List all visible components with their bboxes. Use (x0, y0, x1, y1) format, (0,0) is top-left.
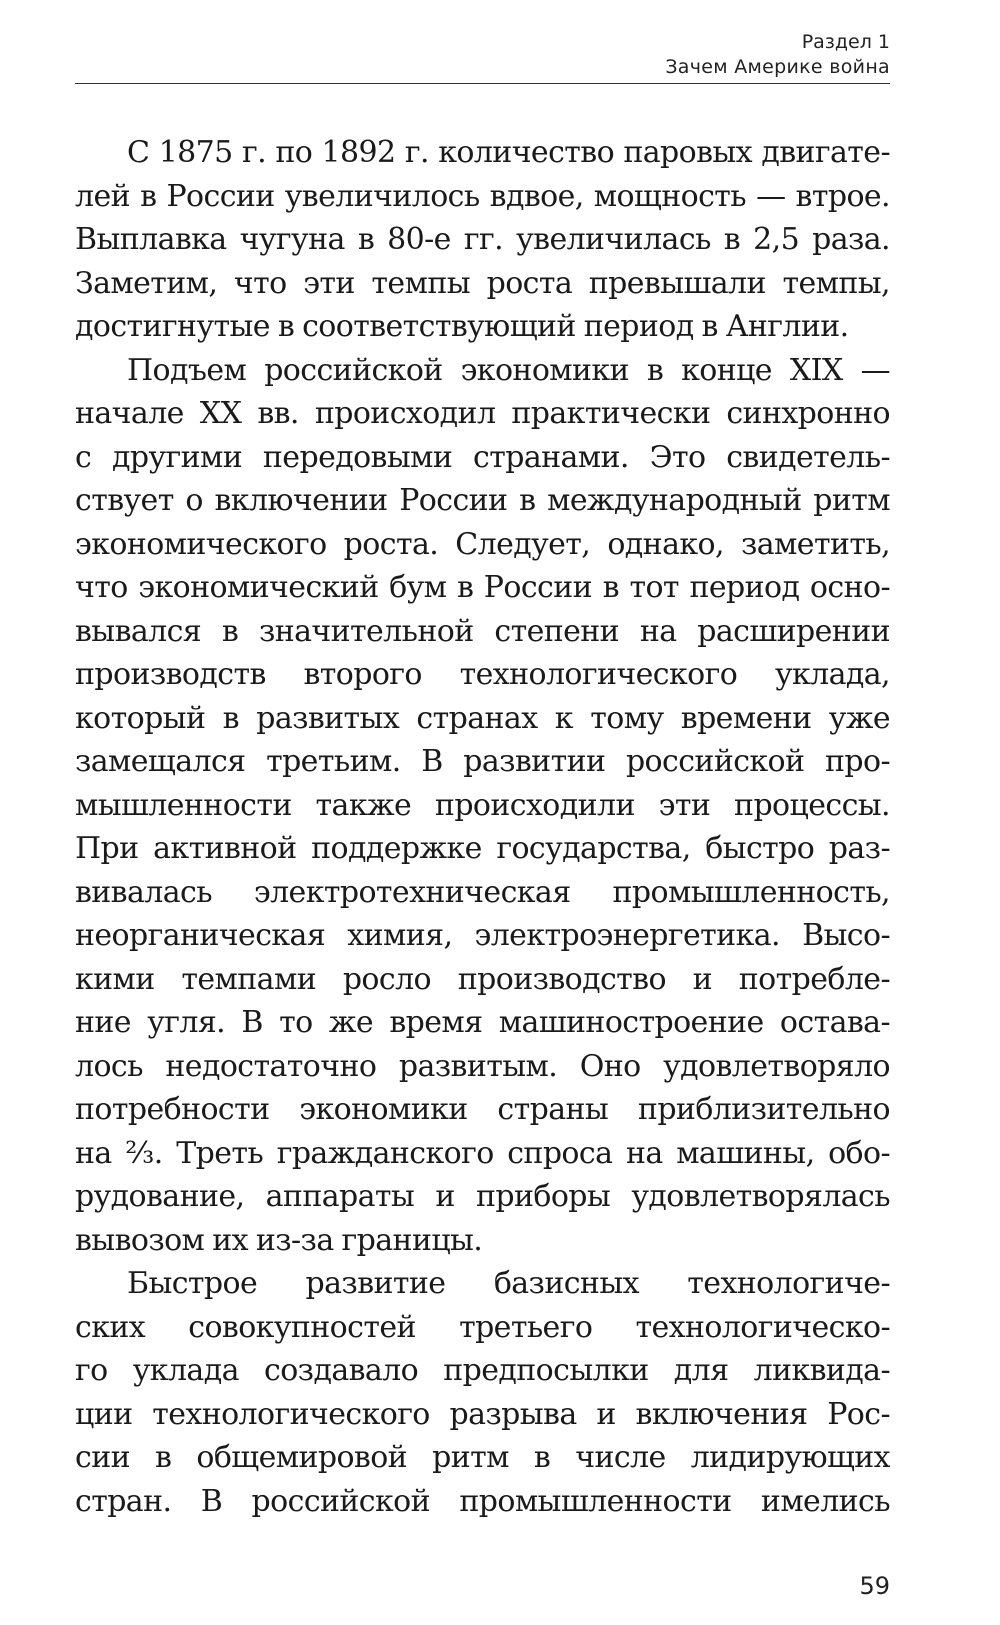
text-line: лей в России увеличилось вдвое, мощность — втрое. (75, 178, 890, 214)
chapter-title: Зачем Америке война (665, 56, 890, 78)
text-line: вивалась электротехническая промышленность, (75, 874, 890, 910)
text-line: лось недостаточно развитым. Оно удовлетворяло (75, 1048, 890, 1084)
text-line: ствует о включении России в международный ритм (75, 483, 890, 518)
text-line: сии в общемировой ритм в числе лидирующих (75, 1440, 890, 1475)
text-line: что экономический бум в России в тот период осно- (75, 570, 890, 605)
text-line: неорганическая химия, электроэнергетика. Высо- (75, 918, 890, 953)
running-head (665, 30, 890, 80)
text-line: кими темпами росло производство и потребле- (75, 961, 890, 997)
text-line: потребности экономики страны приблизительно (75, 1092, 890, 1127)
text-line: рудование, аппараты и приборы удовлетворялась (75, 1179, 890, 1214)
paragraph-3 (75, 1262, 890, 1523)
text-line: экономического роста. Следует, однако, заметить, (75, 526, 890, 562)
text-line: стран. В российской промышленности имелись (75, 1483, 890, 1519)
text-line: вывозом их из-за границы. (75, 1222, 483, 1258)
text-line: на ⅔. Треть гражданского спроса на машины, обо- (75, 1135, 890, 1171)
text-line: Заметим, что эти темпы роста превышали темпы, (75, 265, 890, 301)
paragraph-2 (75, 349, 890, 1263)
text-line: Быстрое развитие базисных технологиче- (127, 1266, 890, 1301)
text-line: начале XX вв. происходил практически синхронно (75, 396, 890, 431)
text-line: производств второго технологического уклада, (75, 657, 890, 692)
section-title: Раздел 1 (801, 31, 890, 53)
text-line: ции технологического разрыва и включения Рос- (75, 1396, 890, 1432)
text-line: достигнутые в соответствующий период в Англии. (75, 309, 849, 344)
paragraph-1 (75, 131, 890, 349)
body-text (75, 131, 890, 1523)
text-line: с другими передовыми странами. Это свидетель- (75, 439, 890, 475)
text-line: Выплавка чугуна в 80-е гг. увеличилась в 2,5 раза. (75, 222, 890, 257)
text-line: вывался в значительной степени на расширении (75, 613, 890, 649)
text-line: замещался третьим. В развитии российской про- (75, 744, 890, 779)
text-line: С 1875 г. по 1892 г. количество паровых двигате- (127, 135, 890, 170)
text-line: ние угля. В то же время машиностроение остава- (75, 1005, 890, 1040)
text-line: ских совокупностей третьего технологическо- (75, 1309, 890, 1345)
text-line: который в развитых странах к тому времени уже (75, 700, 890, 736)
text-line: Подъем российской экономики в конце XIX — (127, 352, 890, 388)
header-rule (75, 83, 890, 84)
page-number: 59 (859, 1572, 890, 1600)
text-line: го уклада создавало предпосылки для ликвида- (75, 1353, 890, 1388)
text-line: При активной поддержке государства, быстро раз- (75, 831, 890, 866)
text-line: мышленности также происходили эти процессы. (75, 787, 890, 823)
